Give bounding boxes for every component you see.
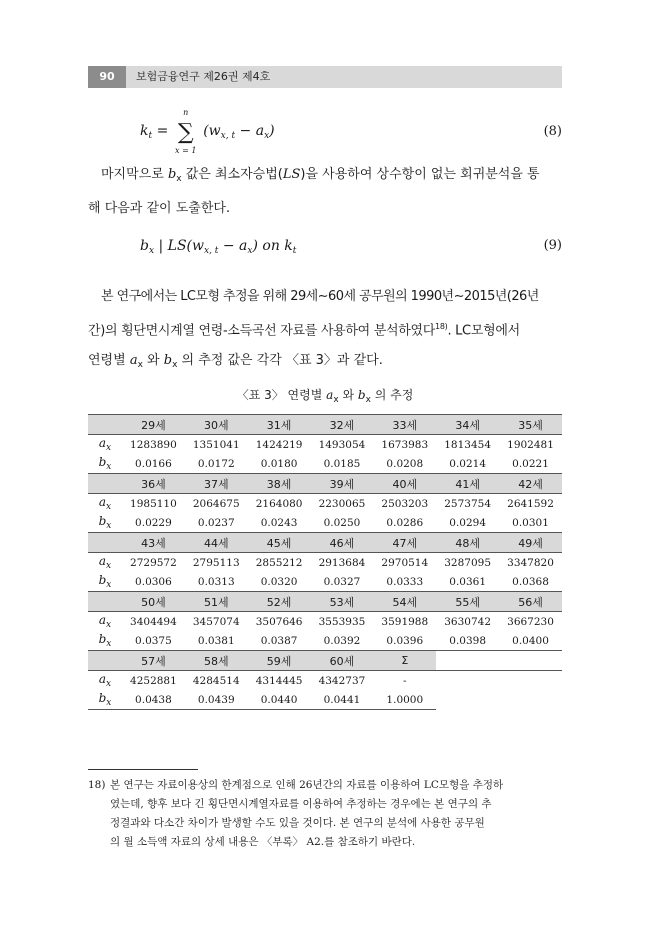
age-header-cell: 31세	[248, 415, 311, 435]
bx-value-cell: 0.0243	[248, 513, 311, 533]
bx-value-cell: 0.0250	[311, 513, 374, 533]
age-header-cell: 55세	[436, 592, 499, 612]
age-header-cell: 43세	[122, 533, 185, 553]
ax-value-cell: 2913684	[318, 556, 366, 569]
footnote-line: 였는데, 향후 보다 긴 횡단면시계열자료를 이용하여 추정하는 경우에는 본 연구의 추	[110, 798, 492, 810]
footnote-line: 정결과와 다소간 차이가 발생할 수도 있을 것이다. 본 연구의 분석에 사용한 공무원	[110, 817, 485, 829]
age-header-cell: 34세	[436, 415, 499, 435]
ax-value-cell: 1985110	[130, 497, 177, 510]
age-header-cell: 33세	[373, 415, 436, 435]
ax-row	[88, 435, 562, 455]
age-header-cell: 32세	[311, 415, 374, 435]
bx-value-cell: 0.0214	[436, 454, 499, 474]
ax-value-cell: 2855212	[255, 556, 303, 569]
ax-value-cell: 4284514	[192, 674, 240, 687]
bx-row-label: $b_x$	[88, 690, 122, 710]
ax-row	[88, 612, 562, 632]
ax-value-cell: 3591988	[381, 615, 429, 628]
age-header-cell: 41세	[436, 474, 499, 494]
age-header-cell: 47세	[373, 533, 436, 553]
ax-value-cell: 2795113	[192, 556, 240, 569]
bx-value-cell: 0.0320	[248, 572, 311, 592]
running-header	[88, 66, 562, 88]
ax-value-cell: 3347820	[507, 556, 554, 569]
footnote-reference: 18)	[435, 322, 448, 331]
paragraph-1-line-1: 마지막으로 $b_x$ 값은 최소자승법(LS)을 사용하여 상수항이 없는 회귀분석을 통	[101, 167, 540, 184]
age-header-cell: 37세	[185, 474, 248, 494]
age-header-cell: 46세	[311, 533, 374, 553]
age-header-cell: 57세	[122, 651, 185, 671]
equation-8	[0, 108, 650, 160]
empty-cell	[436, 690, 499, 710]
paragraph-2-line-1: 본 연구에서는 LC모형 추정을 위해 29세∼60세 공무원의 1990년∼2015년(26년	[101, 289, 539, 304]
equation-9	[0, 238, 650, 278]
ax-value-cell: 3630742	[444, 615, 492, 628]
bx-value-cell: 0.0327	[311, 572, 374, 592]
age-header-cell: 58세	[185, 651, 248, 671]
ax-value-cell: 3667230	[507, 615, 554, 628]
ax-value-cell: 1813454	[444, 438, 492, 451]
ax-row	[88, 671, 562, 691]
header-spacer-cell	[88, 533, 122, 553]
ax-value-cell: 2064675	[192, 497, 240, 510]
ax-value-cell: 4252881	[130, 674, 177, 687]
bx-value-cell: 0.0400	[499, 631, 562, 651]
age-header-cell: 29세	[122, 415, 185, 435]
bx-value-cell: 0.0398	[436, 631, 499, 651]
equation-8-body: $k_t$ = ∑ n x = 1 $(w_{x, t} - a_x)$	[140, 108, 275, 155]
bx-value-cell: 0.0237	[185, 513, 248, 533]
bx-value-cell: 0.0301	[499, 513, 562, 533]
bx-value-cell: 0.0439	[185, 690, 248, 710]
bx-value-cell: 1.0000	[373, 690, 436, 710]
bx-value-cell: 0.0440	[248, 690, 311, 710]
ax-value-cell: 1283890	[130, 438, 177, 451]
bx-value-cell: 0.0166	[122, 454, 185, 474]
ax-value-cell: 3553935	[318, 615, 366, 628]
age-header-cell: 40세	[373, 474, 436, 494]
bx-row-label: $b_x$	[88, 454, 122, 474]
ax-value-cell: 3507646	[255, 615, 303, 628]
age-header-cell: 56세	[499, 592, 562, 612]
bx-value-cell: 0.0185	[311, 454, 374, 474]
bx-value-cell: 0.0381	[185, 631, 248, 651]
age-header-cell: 59세	[248, 651, 311, 671]
bx-value-cell: 0.0441	[311, 690, 374, 710]
bx-value-cell: 0.0392	[311, 631, 374, 651]
ax-value-cell: 3457074	[192, 615, 240, 628]
bx-value-cell: 0.0208	[373, 454, 436, 474]
age-header-cell: 50세	[122, 592, 185, 612]
ax-value-cell: 3404494	[130, 615, 177, 628]
header-spacer-cell	[88, 415, 122, 435]
journal-title: 보험금융연구 제26권 제4호	[136, 70, 271, 83]
footnote-rule	[88, 769, 198, 770]
ax-value-cell: 3287095	[444, 556, 492, 569]
bx-row-label: $b_x$	[88, 572, 122, 592]
ax-value-cell: -	[403, 674, 407, 687]
sigma-symbol: ∑ n x = 1	[175, 108, 197, 155]
age-header-cell: 35세	[499, 415, 562, 435]
bx-value-cell: 0.0333	[373, 572, 436, 592]
equation-9-number: (9)	[543, 238, 562, 253]
ax-value-cell: 2970514	[381, 556, 429, 569]
estimates-table	[88, 414, 562, 710]
bx-row-label: $b_x$	[88, 513, 122, 533]
bx-value-cell: 0.0313	[185, 572, 248, 592]
bx-value-cell: 0.0229	[122, 513, 185, 533]
ax-value-cell: 1493054	[318, 438, 366, 451]
age-header-row	[88, 651, 562, 671]
bx-value-cell: 0.0180	[248, 454, 311, 474]
ax-row-label: $a_x$	[98, 672, 112, 689]
paragraph-2	[88, 282, 562, 380]
paragraph-1-line-2: 해 다음과 같이 도출한다.	[88, 201, 231, 216]
age-header-row	[88, 415, 562, 435]
bx-value-cell: 0.0368	[499, 572, 562, 592]
bx-value-cell: 0.0294	[436, 513, 499, 533]
paragraph-2-line-3: 연령별 $a_x$ 와 $b_x$ 의 추정 값은 각각 〈표 3〉과 같다.	[88, 353, 383, 371]
age-header-row	[88, 533, 562, 553]
age-header-cell: 49세	[499, 533, 562, 553]
age-header-cell: 45세	[248, 533, 311, 553]
age-header-cell: 42세	[499, 474, 562, 494]
ax-value-cell: 1351041	[192, 438, 240, 451]
header-spacer-cell	[88, 651, 122, 671]
bx-value-cell: 0.0361	[436, 572, 499, 592]
ax-row-label: $a_x$	[98, 554, 112, 571]
age-header-cell: 36세	[122, 474, 185, 494]
ax-value-cell: 4314445	[255, 674, 303, 687]
footnote-mark: 18)	[88, 779, 106, 791]
equation-8-number: (8)	[543, 124, 562, 139]
age-header-cell: 51세	[185, 592, 248, 612]
bx-row	[88, 631, 562, 651]
ax-value-cell: 2573754	[444, 497, 492, 510]
bx-row	[88, 690, 562, 710]
bx-row	[88, 572, 562, 592]
empty-cell	[499, 651, 562, 671]
bx-value-cell: 0.0438	[122, 690, 185, 710]
age-header-cell: Σ	[373, 651, 436, 671]
empty-cell	[499, 690, 562, 710]
empty-cell	[499, 671, 562, 691]
ax-row	[88, 553, 562, 573]
paragraph-2-line-2: 간)의 횡단면시계열 연령-소득곡선 자료를 사용하여 분석하였다$^{18)}$. LC모형에서	[88, 322, 520, 339]
table-caption: 〈표 3〉 연령별 $a_x$ 와 $b_x$ 의 추정	[236, 388, 414, 405]
footnote-line: 의 월 소득액 자료의 상세 내용은 〈부록〉 A2.를 참조하기 바란다.	[110, 836, 416, 848]
bx-value-cell: 0.0387	[248, 631, 311, 651]
ax-value-cell: 1673983	[381, 438, 429, 451]
ax-value-cell: 1902481	[507, 438, 554, 451]
age-header-cell: 60세	[311, 651, 374, 671]
header-spacer-cell	[88, 592, 122, 612]
age-header-cell: 54세	[373, 592, 436, 612]
ax-value-cell: 2729572	[130, 556, 177, 569]
ax-row-label: $a_x$	[98, 613, 112, 630]
footnote-text	[110, 776, 562, 852]
age-header-row	[88, 474, 562, 494]
empty-cell	[436, 671, 499, 691]
age-header-cell: 52세	[248, 592, 311, 612]
bx-row-label: $b_x$	[88, 631, 122, 651]
age-header-cell: 30세	[185, 415, 248, 435]
footnote-line: 본 연구는 자료이용상의 한계점으로 인해 26년간의 자료를 이용하여 LC모형을 추정하	[110, 779, 504, 791]
ax-value-cell: 4342737	[318, 674, 366, 687]
ax-value-cell: 1424219	[255, 438, 303, 451]
age-header-cell: 44세	[185, 533, 248, 553]
bx-row	[88, 513, 562, 533]
ax-row	[88, 494, 562, 514]
ax-value-cell: 2503203	[381, 497, 429, 510]
age-header-cell: 39세	[311, 474, 374, 494]
header-spacer-cell	[88, 474, 122, 494]
bx-row	[88, 454, 562, 474]
equation-9-body: $b_x$ | $LS(w_{x, t} - a_x)$ on $k_t$	[140, 238, 297, 256]
ax-value-cell: 2164080	[255, 497, 303, 510]
ax-value-cell: 2641592	[507, 497, 554, 510]
bx-value-cell: 0.0396	[373, 631, 436, 651]
age-header-cell: 48세	[436, 533, 499, 553]
page-number: 90	[88, 66, 126, 88]
ax-value-cell: 2230065	[318, 497, 366, 510]
bx-value-cell: 0.0221	[499, 454, 562, 474]
bx-value-cell: 0.0306	[122, 572, 185, 592]
bx-value-cell: 0.0375	[122, 631, 185, 651]
paragraph-1	[88, 160, 562, 224]
age-header-row	[88, 592, 562, 612]
age-header-cell: 38세	[248, 474, 311, 494]
bx-value-cell: 0.0172	[185, 454, 248, 474]
empty-cell	[436, 651, 499, 671]
age-header-cell: 53세	[311, 592, 374, 612]
bx-value-cell: 0.0286	[373, 513, 436, 533]
ax-row-label: $a_x$	[98, 436, 112, 453]
ax-row-label: $a_x$	[98, 495, 112, 512]
